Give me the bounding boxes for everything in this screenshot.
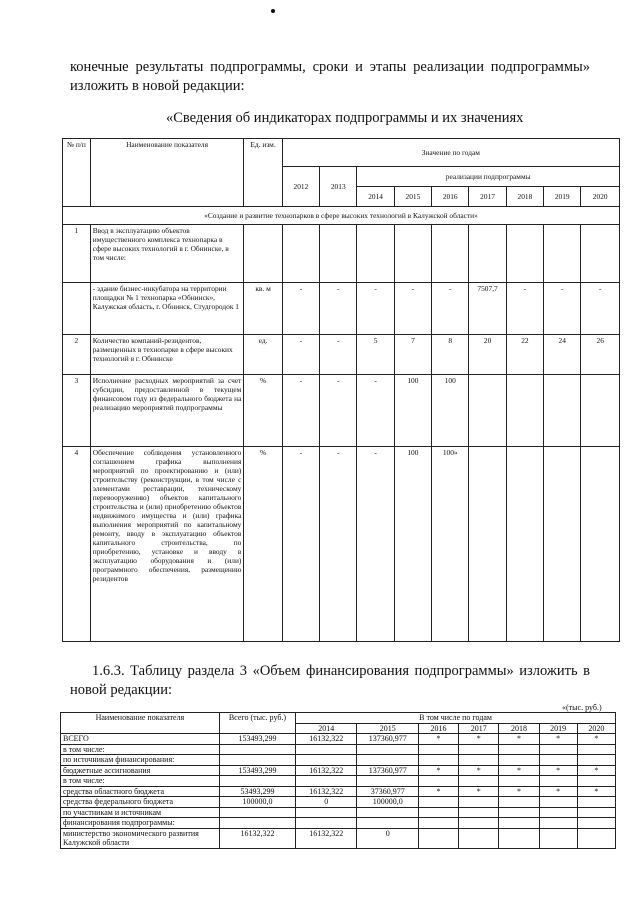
indicators-heading: «Сведения об индикаторах подпрограммы и их значениях xyxy=(166,110,524,126)
financing-total-cell xyxy=(219,744,295,755)
financing-value-cell xyxy=(539,807,577,818)
financing-value-cell xyxy=(418,828,458,848)
financing-value-cell xyxy=(539,755,577,766)
value-cell xyxy=(581,375,620,447)
indicator-unit: кв. м xyxy=(244,283,282,335)
value-cell xyxy=(469,225,506,283)
year-header: 2020 xyxy=(577,723,615,734)
value-cell xyxy=(432,225,469,283)
financing-value-cell: * xyxy=(459,765,499,776)
financing-value-cell xyxy=(539,797,577,808)
financing-row-name: в том числе: xyxy=(61,744,220,755)
table-row xyxy=(61,734,616,745)
indicator-name: Обеспечение соблюдения установленного соглашением графика выполнения мероприятий по проектированию и (или) строительству (реконструкции, в том числе с элементами реставрации, техническому перевооружению) объектов капитального строительства и (или) приобретению объектов недвижимого имущества и (или) графика выполнения мероприятий по капитальному ремонту, вводу в эксплуатацию объектов капитального строительства, по приобретению, установке и вводу в эксплуатацию оборудования и (или) программного обеспечения, размещению резидентов xyxy=(90,447,244,642)
value-cell xyxy=(506,447,543,642)
financing-total-cell: 100000,0 xyxy=(219,797,295,808)
financing-value-cell xyxy=(357,755,418,766)
value-cell: - xyxy=(357,375,394,447)
value-cell xyxy=(581,225,620,283)
financing-value-cell xyxy=(296,744,357,755)
value-cell: - xyxy=(282,335,319,375)
year-header: 2012 xyxy=(282,167,319,207)
financing-value-cell: * xyxy=(577,734,615,745)
intro-paragraph: конечные результаты подпрограммы, сроки и этапы реализации подпрограммы» изложить в новой редакции: xyxy=(70,59,590,94)
financing-row-name: средства областного бюджета xyxy=(61,786,220,797)
section-title-row: «Создание и развитие технопарков в сфере высоких технологий в Калужской области» xyxy=(63,207,620,225)
financing-value-cell xyxy=(459,776,499,787)
financing-value-cell xyxy=(499,828,539,848)
financing-years-header: В том числе по годам xyxy=(296,713,616,724)
financing-row-name: бюджетные ассигнования xyxy=(61,765,220,776)
indicator-name: Исполнение расходных мероприятий за счет субсидии, предоставленной в текущем финансовом году из федерального бюджета на реализацию мероприятий подпрограммы xyxy=(90,375,244,447)
financing-name-header: Наименование показателя xyxy=(61,713,220,734)
financing-value-cell: * xyxy=(577,765,615,776)
financing-row-name: министерство экономического развития Калужской области xyxy=(61,828,220,848)
financing-total-cell: 153493,299 xyxy=(219,734,295,745)
row-number: 1 xyxy=(63,225,91,283)
value-cell xyxy=(469,447,506,642)
financing-total-cell xyxy=(219,818,295,829)
table-row xyxy=(61,755,616,766)
financing-value-cell xyxy=(539,776,577,787)
financing-row-name: в том числе: xyxy=(61,776,220,787)
financing-value-cell xyxy=(418,755,458,766)
financing-value-cell xyxy=(499,807,539,818)
values-by-year-header: Значение по годам xyxy=(282,139,619,167)
col-unit-header: Ед. изм. xyxy=(244,139,282,207)
financing-row-name: по источникам финансирования: xyxy=(61,755,220,766)
page-mark xyxy=(271,9,275,13)
indicator-name: Количество компаний-резидентов, размещенных в технопарке в сфере высоких технологий в г. Обнинске xyxy=(90,335,244,375)
row-number: 2 xyxy=(63,335,91,375)
value-cell: 7507,7 xyxy=(469,283,506,335)
indicator-unit xyxy=(244,225,282,283)
value-cell: 24 xyxy=(544,335,581,375)
value-cell: 100» xyxy=(432,447,469,642)
financing-total-header: Всего (тыс. руб.) xyxy=(219,713,295,734)
indicators-table xyxy=(62,138,620,642)
value-cell xyxy=(581,447,620,642)
financing-value-cell xyxy=(577,797,615,808)
financing-value-cell: * xyxy=(539,734,577,745)
value-cell: - xyxy=(320,447,357,642)
financing-value-cell: 100000,0 xyxy=(357,797,418,808)
financing-total-cell: 153493,299 xyxy=(219,765,295,776)
financing-value-cell xyxy=(357,776,418,787)
financing-value-cell: * xyxy=(499,765,539,776)
financing-table xyxy=(60,712,616,849)
financing-row-name: финансирования подпрограммы: xyxy=(61,818,220,829)
financing-value-cell xyxy=(459,828,499,848)
financing-value-cell: * xyxy=(459,734,499,745)
year-header: 2015 xyxy=(357,723,418,734)
financing-value-cell xyxy=(418,744,458,755)
financing-total-cell xyxy=(219,807,295,818)
table-row xyxy=(63,375,620,447)
table-row xyxy=(63,225,620,283)
value-cell: - xyxy=(544,283,581,335)
table-row xyxy=(61,807,616,818)
financing-value-cell: * xyxy=(539,786,577,797)
financing-row-name: средства федерального бюджета xyxy=(61,797,220,808)
value-cell xyxy=(282,225,319,283)
value-cell: - xyxy=(282,447,319,642)
table-row xyxy=(63,283,620,335)
financing-value-cell xyxy=(296,755,357,766)
value-cell: 100 xyxy=(432,375,469,447)
financing-value-cell: 0 xyxy=(296,797,357,808)
indicator-unit: % xyxy=(244,375,282,447)
financing-total-cell xyxy=(219,755,295,766)
value-cell: 100 xyxy=(394,375,431,447)
value-cell xyxy=(469,375,506,447)
financing-value-cell: * xyxy=(577,786,615,797)
value-cell xyxy=(394,225,431,283)
table-row xyxy=(61,776,616,787)
indicator-unit: % xyxy=(244,447,282,642)
year-header: 2017 xyxy=(459,723,499,734)
year-header: 2019 xyxy=(544,187,581,207)
section-163-paragraph: 1.6.3. Таблицу раздела 3 «Объем финансирования подпрограммы» изложить в новой редакции: xyxy=(70,663,590,698)
financing-value-cell xyxy=(296,807,357,818)
implementation-years-header: реализации подпрограммы xyxy=(357,167,620,187)
financing-value-cell xyxy=(577,776,615,787)
row-number: 4 xyxy=(63,447,91,642)
value-cell: - xyxy=(581,283,620,335)
financing-value-cell xyxy=(577,755,615,766)
value-cell: - xyxy=(320,335,357,375)
financing-value-cell xyxy=(499,797,539,808)
financing-value-cell: 16132,322 xyxy=(296,765,357,776)
financing-value-cell: 0 xyxy=(357,828,418,848)
financing-value-cell xyxy=(357,818,418,829)
value-cell: - xyxy=(282,283,319,335)
value-cell: 7 xyxy=(394,335,431,375)
value-cell xyxy=(544,375,581,447)
row-number: 3 xyxy=(63,375,91,447)
table-row xyxy=(61,818,616,829)
year-header: 2016 xyxy=(432,187,469,207)
financing-value-cell xyxy=(577,744,615,755)
financing-value-cell: * xyxy=(418,765,458,776)
value-cell: 100 xyxy=(394,447,431,642)
financing-value-cell: * xyxy=(499,734,539,745)
indicator-unit: ед. xyxy=(244,335,282,375)
year-header: 2014 xyxy=(357,187,394,207)
year-header: 2018 xyxy=(506,187,543,207)
value-cell: - xyxy=(282,375,319,447)
col-number-header: № п/п xyxy=(63,139,91,207)
value-cell: 22 xyxy=(506,335,543,375)
table-row xyxy=(63,335,620,375)
financing-value-cell: * xyxy=(418,734,458,745)
value-cell xyxy=(544,447,581,642)
table-row xyxy=(61,828,616,848)
financing-value-cell: * xyxy=(499,786,539,797)
financing-value-cell xyxy=(357,744,418,755)
financing-value-cell xyxy=(577,807,615,818)
table-row xyxy=(61,744,616,755)
value-cell: - xyxy=(432,283,469,335)
unit-note: «(тыс. руб.) xyxy=(562,703,602,712)
financing-value-cell: * xyxy=(539,765,577,776)
year-header: 2015 xyxy=(394,187,431,207)
year-header: 2013 xyxy=(320,167,357,207)
value-cell: - xyxy=(357,447,394,642)
financing-row-name: по участникам и источникам xyxy=(61,807,220,818)
financing-value-cell: 137360,977 xyxy=(357,734,418,745)
financing-value-cell xyxy=(459,744,499,755)
value-cell: 26 xyxy=(581,335,620,375)
financing-value-cell xyxy=(539,744,577,755)
year-header: 2019 xyxy=(539,723,577,734)
value-cell: - xyxy=(394,283,431,335)
financing-value-cell xyxy=(418,797,458,808)
financing-value-cell xyxy=(499,818,539,829)
financing-value-cell xyxy=(499,776,539,787)
financing-value-cell xyxy=(539,818,577,829)
row-number xyxy=(63,283,91,335)
financing-value-cell xyxy=(296,776,357,787)
financing-value-cell: * xyxy=(418,786,458,797)
value-cell: - xyxy=(320,283,357,335)
year-header: 2014 xyxy=(296,723,357,734)
financing-total-cell: 16132,322 xyxy=(219,828,295,848)
value-cell xyxy=(320,225,357,283)
year-header: 2017 xyxy=(469,187,506,207)
financing-value-cell xyxy=(459,818,499,829)
financing-value-cell: 16132,322 xyxy=(296,828,357,848)
table-row xyxy=(63,447,620,642)
financing-value-cell: 37360,977 xyxy=(357,786,418,797)
value-cell: - xyxy=(506,283,543,335)
financing-value-cell xyxy=(577,828,615,848)
financing-value-cell xyxy=(459,797,499,808)
financing-value-cell: 137360,977 xyxy=(357,765,418,776)
financing-value-cell xyxy=(459,755,499,766)
financing-value-cell: 16132,322 xyxy=(296,786,357,797)
financing-value-cell xyxy=(357,807,418,818)
indicator-name: Ввод в эксплуатацию объектов имущественного комплекса технопарка в сфере высоких технологий в г. Обнинске, в том числе: xyxy=(90,225,244,283)
year-header: 2020 xyxy=(581,187,620,207)
table-row xyxy=(61,786,616,797)
financing-value-cell xyxy=(418,776,458,787)
financing-value-cell: 16132,322 xyxy=(296,734,357,745)
financing-row-name: ВСЕГО xyxy=(61,734,220,745)
value-cell: 20 xyxy=(469,335,506,375)
value-cell xyxy=(506,375,543,447)
financing-value-cell xyxy=(499,755,539,766)
financing-total-cell xyxy=(219,776,295,787)
value-cell xyxy=(357,225,394,283)
value-cell: 8 xyxy=(432,335,469,375)
value-cell xyxy=(544,225,581,283)
financing-value-cell xyxy=(296,818,357,829)
table-row xyxy=(61,797,616,808)
table-row xyxy=(61,765,616,776)
financing-value-cell xyxy=(418,818,458,829)
financing-value-cell xyxy=(418,807,458,818)
financing-value-cell xyxy=(577,818,615,829)
col-name-header: Наименование показателя xyxy=(90,139,244,207)
financing-value-cell xyxy=(539,828,577,848)
value-cell: - xyxy=(357,283,394,335)
value-cell: 5 xyxy=(357,335,394,375)
financing-value-cell xyxy=(459,807,499,818)
value-cell xyxy=(506,225,543,283)
value-cell: - xyxy=(320,375,357,447)
indicator-name: - здание бизнес-инкубатора на территории площадки № 1 технопарка «Обнинск», Калужская область, г. Обнинск, Студгородок 1 xyxy=(90,283,244,335)
financing-total-cell: 53493,299 xyxy=(219,786,295,797)
year-header: 2018 xyxy=(499,723,539,734)
financing-value-cell xyxy=(499,744,539,755)
year-header: 2016 xyxy=(418,723,458,734)
financing-value-cell: * xyxy=(459,786,499,797)
